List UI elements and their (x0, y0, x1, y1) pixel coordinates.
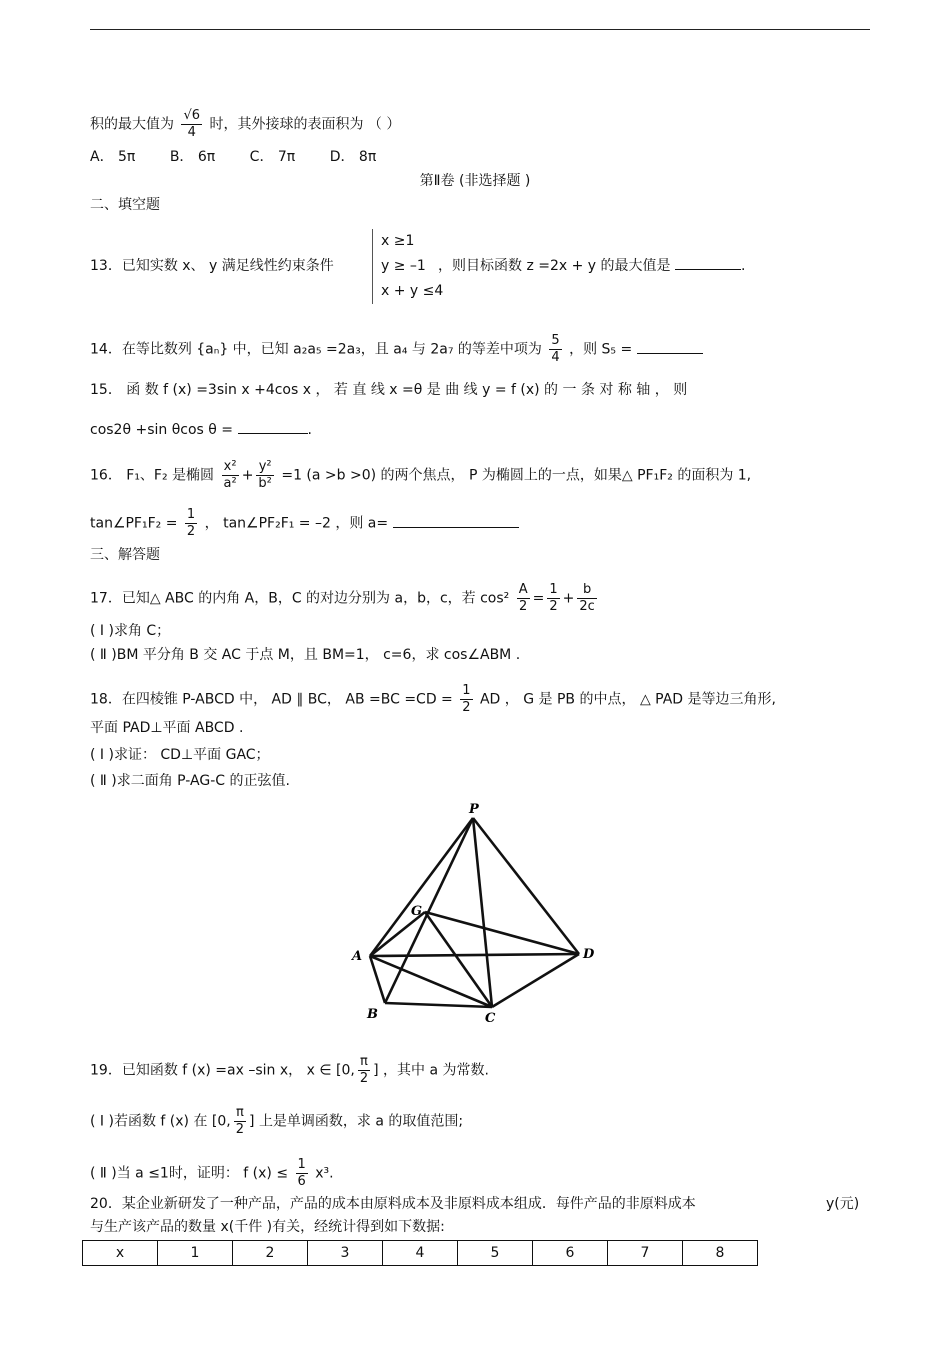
option-d: D． 8π (329, 149, 377, 165)
q20-line2: 与生产该产品的数量 x(千件 )有关，经统计得到如下数据: (90, 1219, 445, 1235)
q13-tail: ，则目标函数 z =2x + y 的最大值是 . (438, 258, 746, 274)
table-row (83, 1241, 758, 1266)
table-cell: 7 (608, 1241, 683, 1266)
edge-gd (425, 912, 579, 954)
q18-part2: ( Ⅱ )求二面角 P-AG-C 的正弦值. (90, 773, 290, 789)
label-a: A (352, 949, 363, 964)
q12-fraction: $\frac{√6}{4}$ (183, 108, 201, 140)
edge-pd (473, 818, 579, 954)
label-p: P (469, 802, 479, 817)
q15-line2: cos2θ +sin θcos θ = . (90, 422, 312, 438)
q19-part1: ( Ⅰ )若函数 f (x) 在 [0, $\frac{\pi}{2}$ ] 上是单调函数，求 a 的取值范围; (90, 1105, 464, 1137)
q20-line1: 20．某企业新研发了一种产品，产品的成本由原料成本及非原料成本组成．每件产品的非原料成本 (90, 1196, 696, 1212)
constraint-2: y ≥ –1 (381, 258, 426, 274)
label-b: B (367, 1007, 378, 1022)
q18-part1: ( Ⅰ )求证： CD⊥平面 GAC； (90, 747, 270, 763)
table-cell: x (83, 1241, 158, 1266)
q14-text: 14．在等比数列 {aₙ} 中，已知 a₂a₅ =2a₃，且 a₄ 与 2a₇ 的等差中项为 (90, 341, 542, 358)
q15-answer-blank (238, 433, 308, 434)
q20-data-table (82, 1240, 758, 1266)
pyramid-figure (345, 800, 615, 1030)
solve-header: 三、解答题 (90, 547, 160, 563)
q18-line2: 平面 PAD⊥平面 ABCD . (90, 720, 244, 736)
table-cell: 3 (308, 1241, 383, 1266)
q19-main: 19．已知函数 f (x) =ax –sin x， x ∈ [0, $\frac{\pi}{2}$ ] ，其中 a 为常数. (90, 1054, 489, 1086)
fill-in-header: 二、填空题 (90, 197, 160, 213)
q16-line2: tan∠PF₁F₂ = $\frac{1}{2}$ ， tan∠PF₂F₁ = –2 ，则 a= (90, 507, 519, 540)
table-cell: 1 (158, 1241, 233, 1266)
q12-suffix: 时，其外接球的表面积为 （ ） (209, 116, 401, 133)
option-a: A． 5π (90, 149, 136, 165)
q16-answer-blank (393, 527, 519, 528)
edge-ad (370, 954, 579, 956)
edge-ab (370, 956, 385, 1003)
table-cell: 2 (233, 1241, 308, 1266)
q12-options (90, 148, 406, 166)
section2-title: 第Ⅱ卷 (非选择题 ) (419, 173, 531, 189)
option-b: B． 6π (169, 149, 216, 165)
q18-main: 18．在四棱锥 P-ABCD 中， AD ∥ BC， AB =BC =CD = $\frac{1}{2}$ AD ， G 是 PB 的中点， △ PAD 是等边三角形, (90, 683, 776, 715)
header-rule (90, 29, 870, 30)
label-g: G (411, 904, 423, 919)
constraint-3: x + y ≤4 (381, 283, 444, 299)
q17-part1: ( Ⅰ )求角 C； (90, 623, 171, 639)
q16-half: $\frac{1}{2}$ (186, 507, 196, 539)
q16-line1: 16． F₁、F₂ 是椭圆 $\frac{\text{x²}}{\text{a²}}$ + $\frac{\text{y²}}{\text{b²}}$ =1 (a >b >0) 的两个焦点， P 为椭圆上的一点，如果△ PF₁F₂ 的面积为 1, (90, 459, 752, 491)
edge-pa (370, 818, 473, 956)
q14-fraction: $\frac{5}{4}$ (551, 333, 560, 365)
edge-pc (473, 818, 492, 1007)
edge-bc (385, 1003, 492, 1007)
q14-line: 14．在等比数列 {aₙ} 中，已知 a₂a₅ =2a₃，且 a₄ 与 2a₇ 的等差中项为 $\frac{5}{4}$ ，则 S₅ = (90, 333, 703, 366)
q13-text: 13．已知实数 x、 y 满足线性约束条件 (90, 258, 334, 274)
option-c: C． 7π (249, 149, 296, 165)
table-cell: 5 (458, 1241, 533, 1266)
q12-line (90, 108, 400, 141)
table-cell: 8 (683, 1241, 758, 1266)
table-cell: 4 (383, 1241, 458, 1266)
q13-constraint-system (372, 229, 443, 304)
q19-part2: ( Ⅱ )当 a ≤1时，证明： f (x) ≤ $\frac{1}{6}$ x³. (90, 1157, 334, 1189)
q17-part2: ( Ⅱ )BM 平分角 B 交 AC 于点 M，且 BM=1， c=6，求 cos∠ABM . (90, 647, 521, 663)
label-d: D (583, 947, 595, 962)
constraint-1: x ≥1 (381, 233, 415, 249)
q12-prefix: 积的最大值为 (90, 116, 174, 133)
label-c: C (485, 1011, 496, 1026)
edge-pb (385, 818, 473, 1003)
q13-answer-blank (675, 269, 741, 270)
ellipse-x-term: $\frac{\text{x²}}{\text{a²}}$ (223, 459, 237, 491)
q15-line1: 15． 函 数 f (x) =3sin x +4cos x ， 若 直 线 x =θ 是 曲 线 y = f (x) 的 一 条 对 称 轴 ， 则 (90, 382, 688, 398)
q14-answer-blank (637, 353, 703, 354)
ellipse-y-term: $\frac{\text{y²}}{\text{b²}}$ (258, 459, 272, 491)
table-cell: 6 (533, 1241, 608, 1266)
edge-cd (492, 954, 579, 1007)
q17-main: 17．已知△ ABC 的内角 A，B，C 的对边分别为 a，b，c，若 cos² $\frac{A}{2}$ = $\frac{1}{2}$ + $\frac{b}{2c}$ (90, 582, 595, 614)
q20-y-label: y(元) (826, 1196, 860, 1212)
